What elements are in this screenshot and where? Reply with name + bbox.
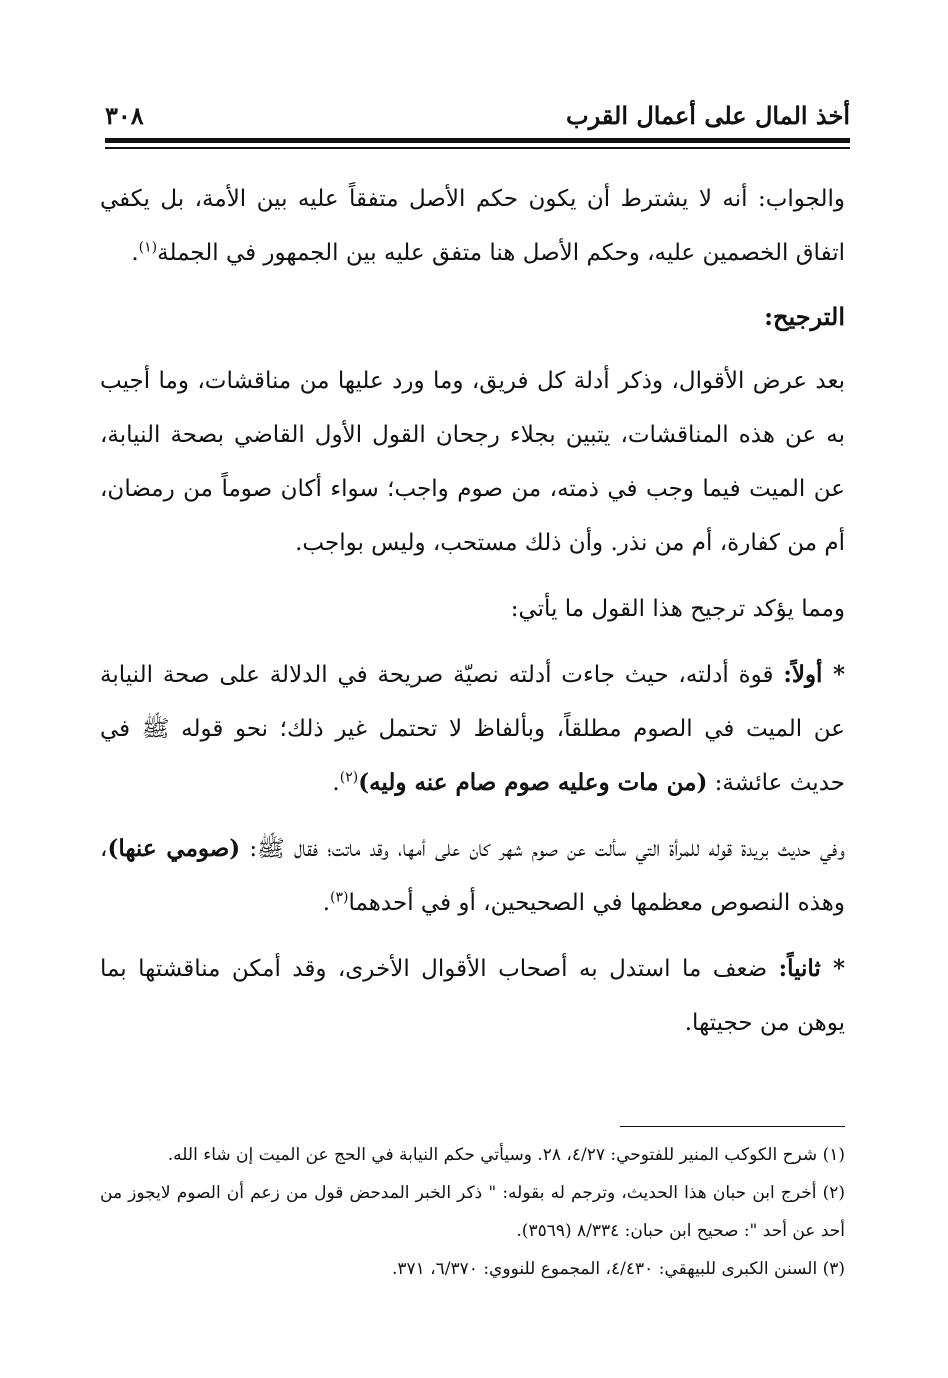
section-heading: الترجيح: xyxy=(764,302,845,331)
paragraph-text: قوة أدلته، حيث جاءت أدلته نصيّة صريحة في الدلالة على صحة النيابة عن الميت في الصوم مطلقاً، وبألفاظ لا تحتمل غير ذلك؛ نحو قوله ﷺ في حديث عائشة: xyxy=(100,662,845,796)
paragraph-answer xyxy=(100,172,845,280)
footnote-ref-1: (١) xyxy=(138,239,158,256)
paragraph-first-point xyxy=(100,648,845,810)
footnote-1: (١) شرح الكوكب المنير للفتوحي: ٤/٢٧، ٢٨. وسيأتي حكم النيابة في الحج عن الميت إن شاء الله. xyxy=(167,1145,845,1165)
page-header xyxy=(105,96,850,136)
paragraph-text-a: وفي حديث بريدة قوله للمرأة التي سألت عن صوم شهر كان على أمها، وقد ماتت؛ فقال ﷺ: xyxy=(249,836,846,862)
bullet-second: * ثانياً: xyxy=(778,955,845,982)
paragraph-second-point xyxy=(100,942,845,1050)
footnotes xyxy=(100,1136,845,1288)
running-title: أخذ المال على أعمال القرب xyxy=(566,101,850,130)
paragraph-text: ضعف ما استدل به أصحاب الأقوال الأخرى، وقد أمكن مناقشتها بما يوهن من حجيتها. xyxy=(100,956,845,1036)
footnote-ref-3: (٣) xyxy=(330,889,349,906)
hadith-quote: (من مات وعليه صوم صام عنه وليه) xyxy=(358,769,708,796)
paragraph-text: والجواب: أنه لا يشترط أن يكون حكم الأصل متفقاً عليه بين الأمة، بل يكفي اتفاق الخصمين عليه، وحكم الأصل هنا متفق عليه بين الجمهور في الجملة xyxy=(100,186,845,266)
footnote-3: (٣) السنن الكبرى للبيهقي: ٤/٤٣٠، المجموع للنووي: ٦/٣٧٠، ٣٧١. xyxy=(391,1259,845,1279)
header-rule-thin xyxy=(105,147,850,149)
paragraph-end: . xyxy=(332,770,340,796)
paragraph-tarjih: بعد عرض الأقوال، وذكر أدلة كل فريق، وما ورد عليها من مناقشات، وما أجيب به عن هذه المناقشات، يتبين بجلاء رجحان القول الأول القاضي بصحة النيابة، عن الميت فيما وجب في ذمته، من صوم واجب؛ سواء أكان صوماً من رمضان، أم من كفارة، أم من نذر. وأن ذلك مستحب، وليس بواجب. xyxy=(100,368,845,556)
header-rule-thick xyxy=(105,138,850,143)
hadith-quote: (صومي عنها) xyxy=(107,835,241,862)
paragraph-buraydah xyxy=(100,822,845,930)
paragraph-text-b: ، وهذه النصوص معظمها في الصحيحين، أو في أحدهما xyxy=(100,836,845,916)
footnote-separator xyxy=(620,1126,845,1127)
main-text xyxy=(100,172,845,1050)
paragraph-end: . xyxy=(322,890,331,916)
paragraph-end: . xyxy=(131,240,139,266)
paragraph-intro: ومما يؤكد ترجيح هذا القول ما يأتي: xyxy=(510,596,845,622)
bullet-first: * أولاً: xyxy=(783,661,846,688)
page-number: ٣٠٨ xyxy=(105,101,144,130)
footnote-2: (٢) أخرج ابن حبان هذا الحديث، وترجم له بقوله: " ذكر الخبر المدحض قول من زعم أن الصوم لايجوز من أحد عن أحد ": صحيح ابن حبان: ٨/٣٣٤ (٣٥٦٩). xyxy=(100,1183,845,1241)
footnote-ref-2: (٢) xyxy=(339,769,359,786)
